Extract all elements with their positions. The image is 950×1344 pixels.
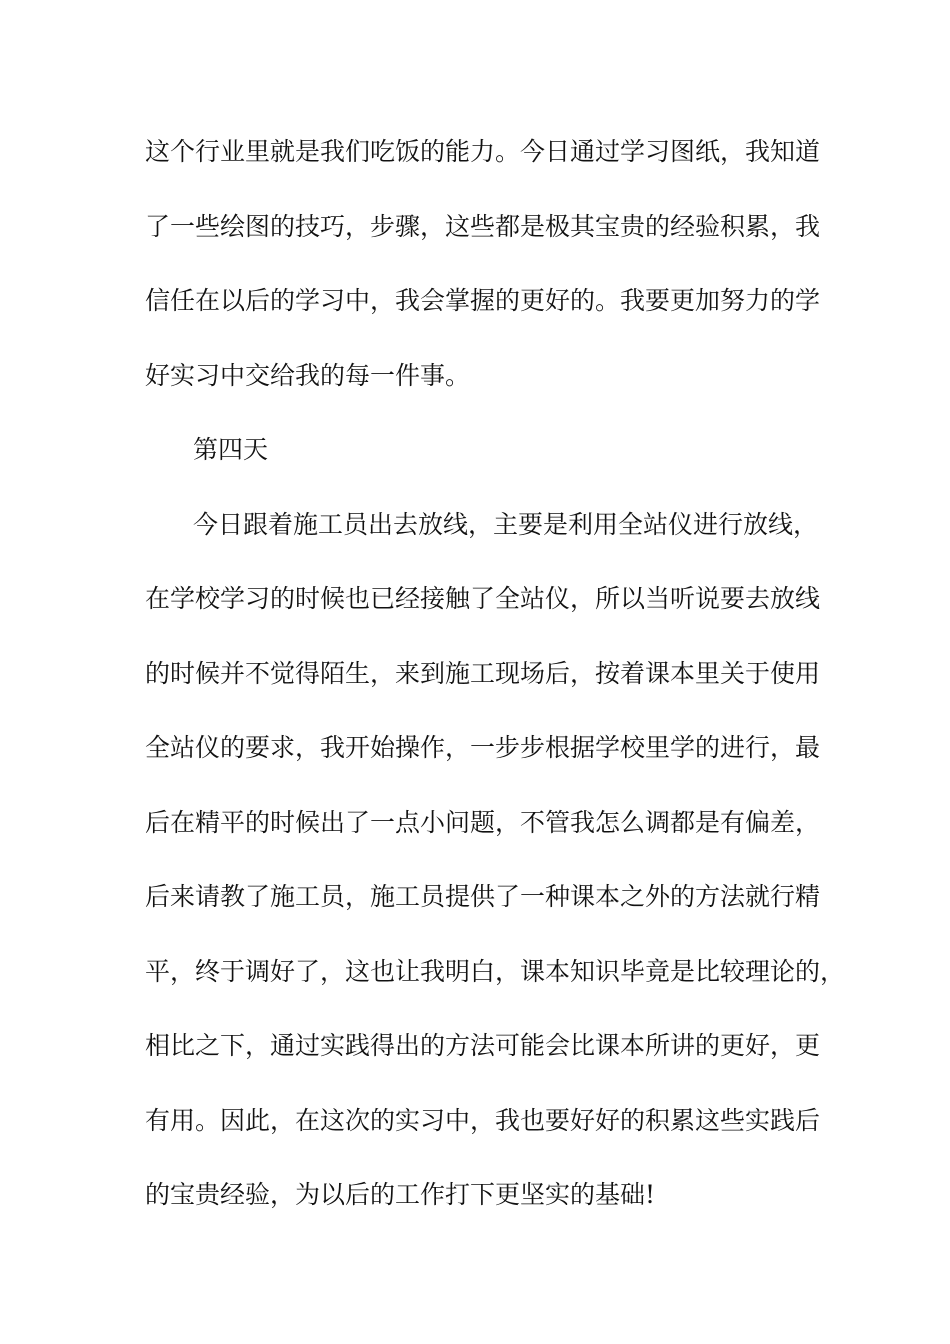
text-line: 的宝贵经验，为以后的工作打下更坚实的基础! <box>145 1180 656 1209</box>
text-line: 的时候并不觉得陌生，来到施工现场后，按着课本里关于使用 <box>145 658 821 688</box>
text-line: 在学校学习的时候也已经接触了全站仪，所以当听说要去放线 <box>145 584 821 613</box>
text-line: 平，终于调好了，这也让我明白，课本知识毕竟是比较理论的， <box>145 956 846 986</box>
section-heading: 第四天 <box>193 435 269 464</box>
text-line: 今日跟着施工员出去放线，主要是利用全站仪进行放线， <box>193 509 819 539</box>
text-line: 后来请教了施工员，施工员提供了一种课本之外的方法就行精 <box>145 882 821 911</box>
text-line: 后在精平的时候出了一点小问题，不管我怎么调都是有偏差， <box>145 807 821 837</box>
text-line: 全站仪的要求，我开始操作，一步步根据学校里学的进行，最 <box>145 733 821 762</box>
text-line: 好实习中交给我的每一件事。 <box>145 360 471 390</box>
text-line: 相比之下，通过实践得出的方法可能会比课本所讲的更好，更 <box>145 1031 821 1060</box>
text-line: 信任在以后的学习中，我会掌握的更好的。我要更加努力的学 <box>145 286 821 315</box>
text-line: 这个行业里就是我们吃饭的能力。今日通过学习图纸，我知道 <box>145 137 821 166</box>
text-line: 了一些绘图的技巧，步骤，这些都是极其宝贵的经验积累，我 <box>145 211 821 241</box>
text-line: 有用。因此，在这次的实习中，我也要好好的积累这些实践后 <box>145 1105 821 1135</box>
document-body <box>145 127 846 1245</box>
